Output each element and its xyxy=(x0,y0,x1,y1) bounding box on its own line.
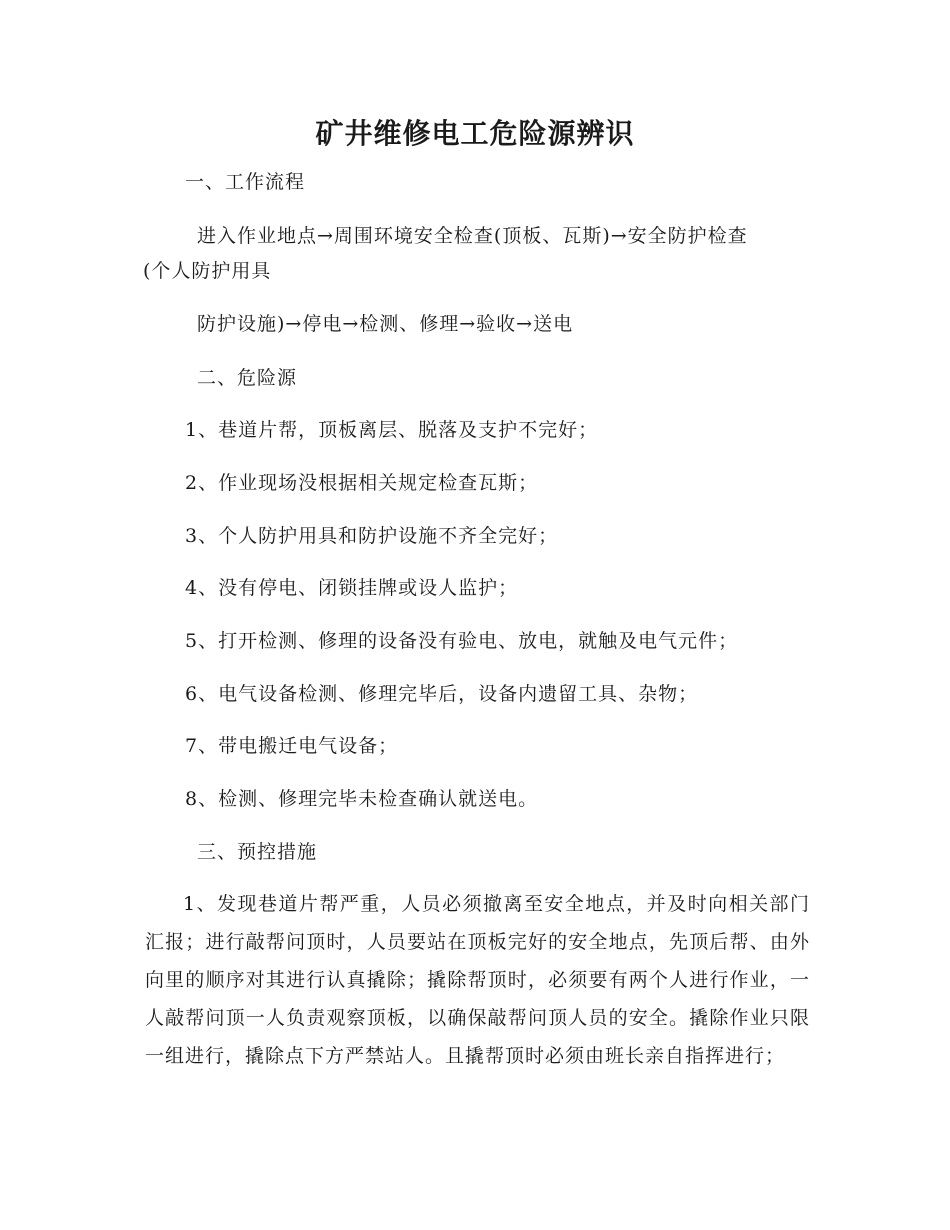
hazard-item: 7、带电搬迁电气设备； xyxy=(185,735,399,757)
hazard-item: 2、作业现场没根据相关规定检查瓦斯； xyxy=(185,472,539,494)
measure-paragraph: 1、发现巷道片帮严重，人员必须撤离至安全地点，并及时向相关部门汇报；进行敲帮问顶时，人员要站在顶板完好的安全地点，先顶后帮、由外向里的顺序对其进行认真撬除；撬除帮顶时，必须要有两个人进行作业，一人敲帮问顶一人负责观察顶板，以确保敲帮问顶人员的安全。撬除作业只限一组进行，撬除点下方严禁站人。且撬帮顶时必须由班长亲自指挥进行； xyxy=(145,893,810,1067)
hazard-item: 1、巷道片帮，顶板离层、脱落及支护不完好； xyxy=(185,419,599,441)
document-title: 矿井维修电工危险源辨识 xyxy=(315,117,635,150)
workflow-text-line-2: (个人防护用具 xyxy=(143,260,272,282)
hazard-item: 3、个人防护用具和防护设施不齐全完好； xyxy=(185,525,559,547)
hazard-item: 8、检测、修理完毕未检查确认就送电。 xyxy=(185,788,539,810)
hazard-item: 5、打开检测、修理的设备没有验电、放电，就触及电气元件； xyxy=(185,630,739,652)
section-heading-measures: 三、预控措施 xyxy=(197,841,318,863)
hazard-item: 6、电气设备检测、修理完毕后，设备内遗留工具、杂物； xyxy=(185,683,699,705)
workflow-text-line-1: 进入作业地点→周围环境安全检查(顶板、瓦斯)→安全防护检查 xyxy=(197,225,748,247)
section-heading-workflow: 一、工作流程 xyxy=(185,171,306,193)
hazard-item: 4、没有停电、闭锁挂牌或设人监护； xyxy=(185,577,519,599)
section-heading-hazards: 二、危险源 xyxy=(197,367,298,389)
workflow-text-line-3: 防护设施)→停电→检测、修理→验收→送电 xyxy=(197,313,574,335)
